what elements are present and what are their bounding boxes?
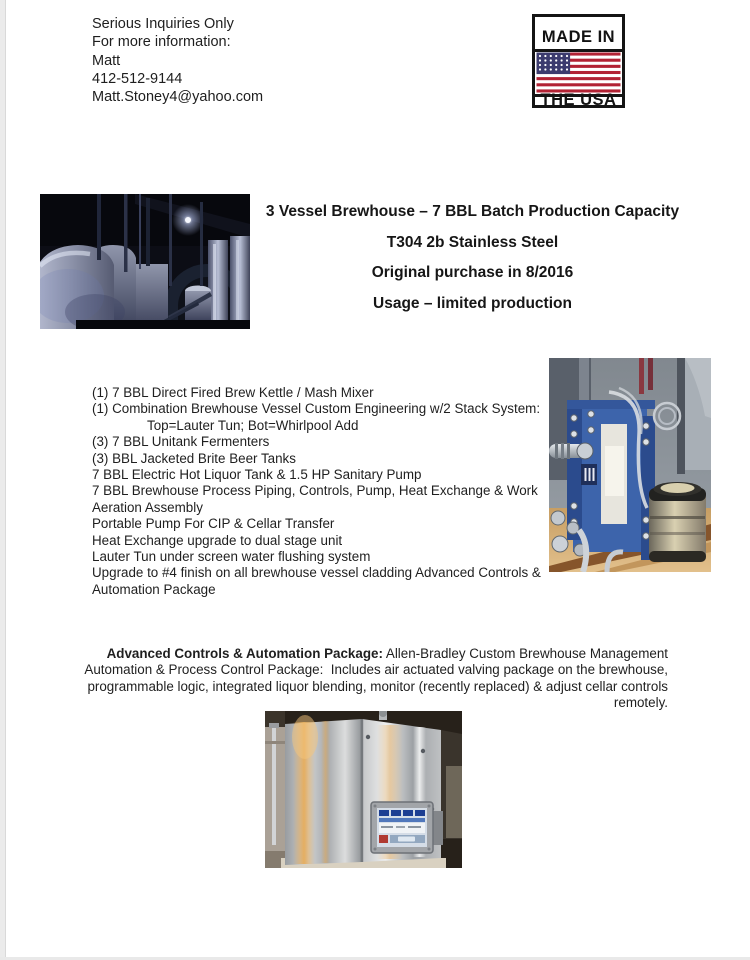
heading-material: T304 2b Stainless Steel: [386, 233, 559, 251]
controls-line: remotely.: [613, 695, 668, 711]
equipment-line: Aeration Assembly: [92, 499, 203, 515]
equipment-line: Upgrade to #4 finish on all brewhouse vessel cladding Advanced Controls &: [92, 565, 541, 581]
contact-line-serious: Serious Inquiries Only: [92, 16, 234, 32]
equipment-line: Heat Exchange upgrade to dual stage unit: [92, 532, 343, 548]
controls-line: programmable logic, integrated liquor blending, monitor (recently replaced) & adjust cellar controls: [87, 678, 668, 694]
equipment-line: Automation Package: [92, 581, 216, 597]
control-panel-photo: [265, 711, 462, 868]
equipment-line: Lauter Tun under screen water flushing system: [92, 549, 371, 565]
equipment-line: (1) 7 BBL Direct Fired Brew Kettle / Mash Mixer: [92, 385, 374, 400]
made-in-usa-graphic: [532, 14, 625, 108]
equipment-line: Portable Pump For CIP & Cellar Transfer: [92, 516, 335, 532]
heading-capacity: 3 Vessel Brewhouse – 7 BBL Batch Production Capacity: [265, 203, 680, 220]
badge-bottom-label: THE USA: [540, 91, 617, 108]
badge-divider-top: [535, 49, 622, 52]
contact-line-info: For more information:: [92, 34, 231, 51]
contact-block: [92, 15, 263, 106]
equipment-line: (1) Combination Brewhouse Vessel Custom Engineering w/2 Stack System:: [92, 401, 541, 417]
contact-line-name: Matt: [92, 52, 121, 69]
controls-line: [75, 646, 668, 662]
controls-line1-rest: Allen-Bradley Custom Brewhouse Management: [382, 646, 668, 661]
contact-line-phone: 412-512-9144: [92, 70, 183, 87]
equipment-line: (3) BBL Jacketed Brite Beer Tanks: [92, 450, 296, 466]
page-edge-left: [0, 0, 6, 960]
controls-paragraph: [75, 646, 668, 712]
equipment-line: 7 BBL Brewhouse Process Piping, Controls, Pump, Heat Exchange & Work: [92, 483, 538, 499]
listing-headings: [250, 203, 695, 325]
touchscreen-monitor: [371, 802, 433, 853]
controls-line: Automation & Process Control Package: Includes air actuated valving package on the brewhouse,: [84, 662, 668, 678]
equipment-list: [92, 385, 541, 598]
heading-usage: Usage – limited production: [373, 294, 572, 312]
equipment-line: (3) 7 BBL Unitank Fermenters: [92, 434, 270, 450]
made-in-usa-badge: [532, 14, 625, 108]
heat-exchanger-photo: [549, 358, 711, 572]
equipment-line: Top=Lauter Tun; Bot=Whirlpool Add: [147, 417, 359, 433]
contact-line-email: Matt.Stoney4@yahoo.com: [92, 89, 264, 106]
badge-top-label: MADE IN: [541, 28, 616, 46]
controls-lead: Advanced Controls & Automation Package:: [106, 646, 383, 661]
brewhouse-interior-photo: [40, 194, 250, 329]
us-flag-icon: [537, 53, 621, 93]
heading-purchase: Original purchase in 8/2016: [371, 264, 574, 281]
equipment-line: 7 BBL Electric Hot Liquor Tank & 1.5 HP Sanitary Pump: [92, 467, 422, 483]
